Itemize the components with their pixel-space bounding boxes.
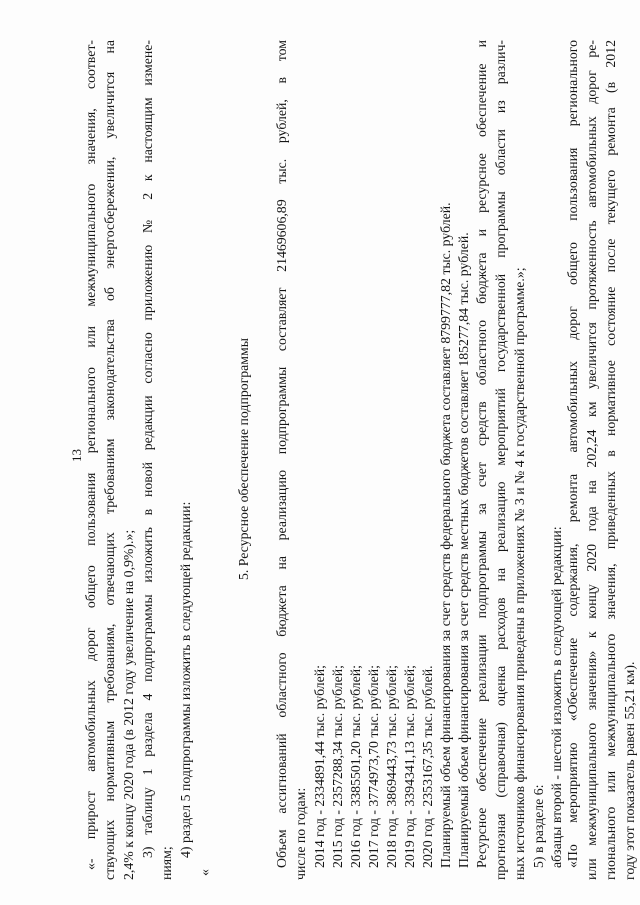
text-line: 2020 год - 2353167,35 тыс. рублей. — [420, 665, 435, 868]
text-line: 2016 год - 3385501,20 тыс. рублей; — [348, 664, 363, 868]
text-line: гионального или межмуниципального значения, приведенных в нормативное состояние после текущего ремонта (в 2012 — [603, 40, 618, 880]
text-line: 3) таблицу 1 раздела 4 подпрограммы изложить в новой редакции согласно приложению № 2 к настоящим измене- — [140, 40, 155, 858]
text-line: году этот показатель равен 55,21 км). — [622, 661, 637, 880]
text-line: «По мероприятию «Обеспечение содержания, ремонта автомобильных дорог общего пользования регионального — [565, 40, 580, 868]
text-line: 5) в разделе 6: — [531, 784, 546, 868]
text-line: «- прирост автомобильных дорог общего пользования регионального или межмуниципального значения, соответ- — [83, 40, 98, 870]
text-line: 2015 год - 2357288,34 тыс. рублей; — [330, 664, 345, 868]
text-line: или межмуниципального значения» к концу 2020 года на 202,24 км увеличится протяженность автомобильных дорог ре- — [584, 40, 599, 880]
text-line: Планируемый объем финансирования за счет средств федерального бюджета составляет 8799777,82 тыс. рублей. — [438, 202, 453, 868]
text-line: прогнозная (справочная) оценка расходов на реализацию мероприятий государственной программы области из различ- — [493, 40, 508, 880]
text-line: абзацы второй - шестой изложить в следующей редакции: — [549, 526, 564, 868]
text-line: 4) раздел 5 подпрограммы изложить в следующей редакции: — [178, 501, 193, 858]
text-line: Планируемый объем финансирования за счет средств местных бюджетов составляет 185277,84 тыс. рублей. — [456, 232, 471, 868]
page-number: 13 — [69, 449, 84, 462]
text-line: ствующих нормативным требованиям, отвечающих требованиям законодательства об энергосбережении, увеличится на — [102, 40, 117, 880]
text-line: 2018 год - 3869443,73 тыс. рублей; — [384, 664, 399, 868]
section-heading: 5. Ресурсное обеспечение подпрограммы — [236, 337, 251, 580]
text-line: 2017 год - 3774973,70 тыс. рублей; — [366, 664, 381, 868]
rotated-text-block-continued — [564, 20, 640, 880]
rotated-text-block — [64, 20, 564, 880]
text-line: 2,4% к концу 2020 года (в 2012 году увеличение на 0,9%).»; — [121, 529, 136, 880]
text-line: числе по годам: — [293, 787, 308, 880]
text-line: ных источников финансирования приведены в приложениях № 3 и № 4 к государственной программе.»; — [512, 267, 527, 880]
text-line: 2014 год - 2334891,44 тыс. рублей; — [312, 664, 327, 868]
text-line: Объем ассигнований областного бюджета на реализацию подпрограммы составляет 21469606,89 тыс. рублей, в том — [274, 40, 289, 868]
text-line: 2019 год - 3394341,13 тыс. рублей; — [402, 664, 417, 868]
text-line: ниям; — [159, 846, 174, 880]
opening-quote-mark: « — [198, 869, 213, 876]
text-line: Ресурсное обеспечение реализации подпрограммы за счет средств областного бюджета и ресурсное обеспечение и — [474, 40, 489, 868]
